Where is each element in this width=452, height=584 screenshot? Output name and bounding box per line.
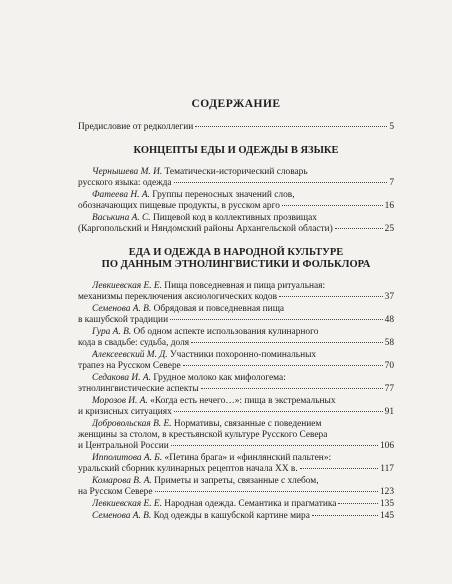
section-title-line: ПО ДАННЫМ ЭТНОЛИНГВИСТИКИ И ФОЛЬКЛОРА bbox=[101, 259, 371, 270]
dot-leader bbox=[171, 445, 378, 446]
toc-line-text bbox=[92, 304, 284, 315]
toc-line-text bbox=[92, 373, 286, 384]
dot-leader bbox=[312, 515, 378, 516]
entry-author: Ипполитова А. Б. bbox=[92, 453, 163, 463]
page-number: 135 bbox=[379, 499, 394, 509]
entry-title: Об одном аспекте использования кулинарного bbox=[131, 327, 319, 337]
entry-title: на Русском Севере bbox=[78, 487, 153, 497]
toc-entry bbox=[78, 304, 394, 326]
page-number: 25 bbox=[384, 224, 394, 234]
toc-line-text bbox=[92, 419, 321, 430]
toc-entry bbox=[78, 396, 394, 418]
entry-title: Народная одежда. Семантика и прагматика bbox=[161, 499, 337, 509]
toc-line bbox=[78, 373, 394, 384]
toc-line bbox=[78, 338, 394, 349]
toc-line-text bbox=[78, 464, 298, 475]
entry-title: Приметы и запреты, связанные с хлебом, bbox=[151, 476, 319, 486]
page-number: 77 bbox=[384, 384, 394, 394]
dot-leader bbox=[155, 491, 378, 492]
toc-entry bbox=[78, 167, 394, 189]
entry-author: Добровольская В. Е. bbox=[92, 419, 172, 429]
toc-line bbox=[78, 511, 394, 522]
toc-line-text bbox=[92, 350, 316, 361]
entry-author: Комарова В. А. bbox=[92, 476, 152, 486]
toc-entry bbox=[78, 476, 394, 498]
section-title bbox=[78, 247, 394, 271]
dot-leader bbox=[338, 503, 378, 504]
entry-title: этнолингвистические аспекты bbox=[78, 384, 199, 394]
toc-line-text bbox=[92, 213, 317, 224]
entry-title: русского языка: одежда bbox=[78, 178, 172, 188]
entry-title: обозначающих пищевые продукты, в русском арго bbox=[78, 201, 280, 211]
toc-line-text bbox=[78, 487, 153, 498]
section-title bbox=[78, 145, 394, 157]
entry-title: механизмы переключения аксиологических кодов bbox=[78, 292, 278, 302]
toc-line-text bbox=[92, 396, 336, 407]
toc-line bbox=[78, 327, 394, 338]
toc-line bbox=[78, 190, 394, 201]
toc-line-text bbox=[78, 224, 333, 235]
entry-title: Грудное молоко как мифологема: bbox=[150, 373, 286, 383]
entry-author: Морозов И. А. bbox=[92, 396, 148, 406]
dot-leader bbox=[183, 365, 383, 366]
entry-title: Тематически-исторический словарь bbox=[162, 167, 308, 177]
page-number: 7 bbox=[389, 178, 394, 188]
toc-line bbox=[78, 464, 394, 475]
entry-title: «Когда есть нечего…»: пища в экстремальных bbox=[147, 396, 336, 406]
toc-entry bbox=[78, 419, 394, 452]
entry-title: Группы переносных значений слов, bbox=[149, 190, 295, 200]
toc-line-text bbox=[92, 281, 325, 292]
entry-author: Седакова И. А. bbox=[92, 373, 151, 383]
toc-line bbox=[78, 201, 394, 212]
toc-title: СОДЕРЖАНИЕ bbox=[191, 98, 281, 110]
toc-line bbox=[78, 350, 394, 361]
toc-line bbox=[78, 430, 394, 441]
entry-author: Гура А. В. bbox=[92, 327, 132, 337]
dot-leader bbox=[300, 468, 379, 469]
toc-line-text bbox=[78, 441, 169, 452]
toc-line bbox=[78, 476, 394, 487]
dot-leader bbox=[335, 228, 383, 229]
toc-entry bbox=[78, 213, 394, 235]
toc-line bbox=[78, 292, 394, 303]
toc-line bbox=[78, 384, 394, 395]
entry-title: в кашубской традиции bbox=[78, 315, 169, 325]
entry-title: Пищевой код в коллективных прозвищах bbox=[150, 213, 317, 223]
page-number: 145 bbox=[379, 511, 394, 521]
entry-title: Код одежды в кашубской картине мира bbox=[151, 511, 310, 521]
entry-author: Васькина А. С. bbox=[92, 213, 151, 223]
page-number: 117 bbox=[380, 464, 394, 474]
toc-line bbox=[78, 487, 394, 498]
entry-title: «Петина брага» и «финлянский пальтен»: bbox=[162, 453, 332, 463]
entry-title: и Центральной России bbox=[78, 441, 169, 451]
toc-line bbox=[78, 122, 394, 133]
toc-line-text bbox=[78, 201, 280, 212]
toc-line-text bbox=[78, 430, 327, 441]
toc-entry bbox=[78, 327, 394, 349]
page-number: 106 bbox=[379, 441, 394, 451]
toc-line-text bbox=[78, 338, 189, 349]
entry-title: Пища повседневная и пища ритуальная: bbox=[161, 281, 326, 291]
toc-line-text bbox=[92, 499, 336, 510]
toc-entry bbox=[78, 453, 394, 475]
dot-leader bbox=[201, 388, 383, 389]
section-title-line: КОНЦЕПТЫ ЕДЫ И ОДЕЖДЫ В ЯЗЫКЕ bbox=[133, 145, 339, 156]
entry-title: кода в свадьбе: судьба, доля bbox=[78, 338, 190, 348]
page-number: 58 bbox=[384, 338, 394, 348]
entry-title: Нормативы, связанные с поведением bbox=[171, 419, 322, 429]
toc-line bbox=[78, 304, 394, 315]
dot-leader bbox=[174, 411, 383, 412]
toc-line-text bbox=[78, 384, 199, 395]
page-number: 123 bbox=[379, 487, 394, 497]
toc-entry bbox=[78, 350, 394, 372]
entry-author: Фатеева Н. А. bbox=[92, 190, 150, 200]
toc-line-text bbox=[78, 407, 172, 418]
entry-author: Левкиевская Е. Е. bbox=[92, 499, 162, 509]
toc-line-text bbox=[92, 453, 331, 464]
dot-leader bbox=[174, 182, 388, 183]
toc-line-text bbox=[78, 292, 277, 303]
toc-line-text bbox=[78, 361, 181, 372]
toc-line-text bbox=[78, 122, 193, 133]
toc-line-text bbox=[92, 511, 310, 522]
page-number: 16 bbox=[384, 201, 394, 211]
toc-line-text bbox=[92, 167, 308, 178]
entry-title: уральский сборник кулинарных рецептов начала XX в. bbox=[78, 464, 298, 474]
toc-line-text bbox=[78, 315, 168, 326]
preface-entry bbox=[78, 122, 394, 133]
page-number: 5 bbox=[389, 122, 394, 132]
toc-body bbox=[78, 122, 394, 522]
toc-line bbox=[78, 396, 394, 407]
toc-line bbox=[78, 315, 394, 326]
toc-line bbox=[78, 441, 394, 452]
toc-entry bbox=[78, 499, 394, 510]
toc-line bbox=[78, 407, 394, 418]
toc-line bbox=[78, 453, 394, 464]
entry-author: Семенова А. В. bbox=[92, 304, 152, 314]
entry-title: женщины за столом, в крестьянской культуре Русского Севера bbox=[78, 430, 328, 440]
dot-leader bbox=[191, 342, 383, 343]
dot-leader bbox=[279, 296, 383, 297]
section-title-line: ЕДА И ОДЕЖДА В НАРОДНОЙ КУЛЬТУРЕ bbox=[128, 247, 344, 258]
entry-author: Левкиевская Е. Е. bbox=[92, 281, 162, 291]
dot-leader bbox=[195, 126, 387, 127]
toc-line-text bbox=[92, 476, 319, 487]
page-number: 91 bbox=[384, 407, 394, 417]
entry-title: (Каргопольский и Няндомский районы Архангельской области) bbox=[78, 224, 333, 234]
entry-title: трапез на Русском Севере bbox=[78, 361, 181, 371]
toc-entry bbox=[78, 511, 394, 522]
toc-line bbox=[78, 167, 394, 178]
toc-line bbox=[78, 499, 394, 510]
page-number: 37 bbox=[384, 292, 394, 302]
toc-line-text bbox=[78, 178, 172, 189]
entry-title: Участники похоронно-поминальных bbox=[167, 350, 317, 360]
toc-line bbox=[78, 224, 394, 235]
toc-line bbox=[78, 213, 394, 224]
toc-line-text bbox=[92, 327, 318, 338]
entry-title: Предисловие от редколлегии bbox=[78, 122, 194, 132]
dot-leader bbox=[282, 205, 383, 206]
toc-line bbox=[78, 419, 394, 430]
toc-entry bbox=[78, 190, 394, 212]
entry-title: Обрядовая и повседневная пища bbox=[151, 304, 285, 314]
entry-author: Чернышева М. И. bbox=[92, 167, 163, 177]
entry-author: Алексеевский М. Д. bbox=[92, 350, 168, 360]
entry-author: Семенова А. В. bbox=[92, 511, 152, 521]
dot-leader bbox=[170, 319, 383, 320]
entry-title: и кризисных ситуациях bbox=[78, 407, 172, 417]
toc-entry bbox=[78, 373, 394, 395]
toc-line bbox=[78, 178, 394, 189]
page-number: 48 bbox=[384, 315, 394, 325]
toc-line-text bbox=[92, 190, 295, 201]
toc-entry bbox=[78, 281, 394, 303]
toc-line bbox=[78, 281, 394, 292]
toc-line bbox=[78, 361, 394, 372]
page-number: 70 bbox=[384, 361, 394, 371]
